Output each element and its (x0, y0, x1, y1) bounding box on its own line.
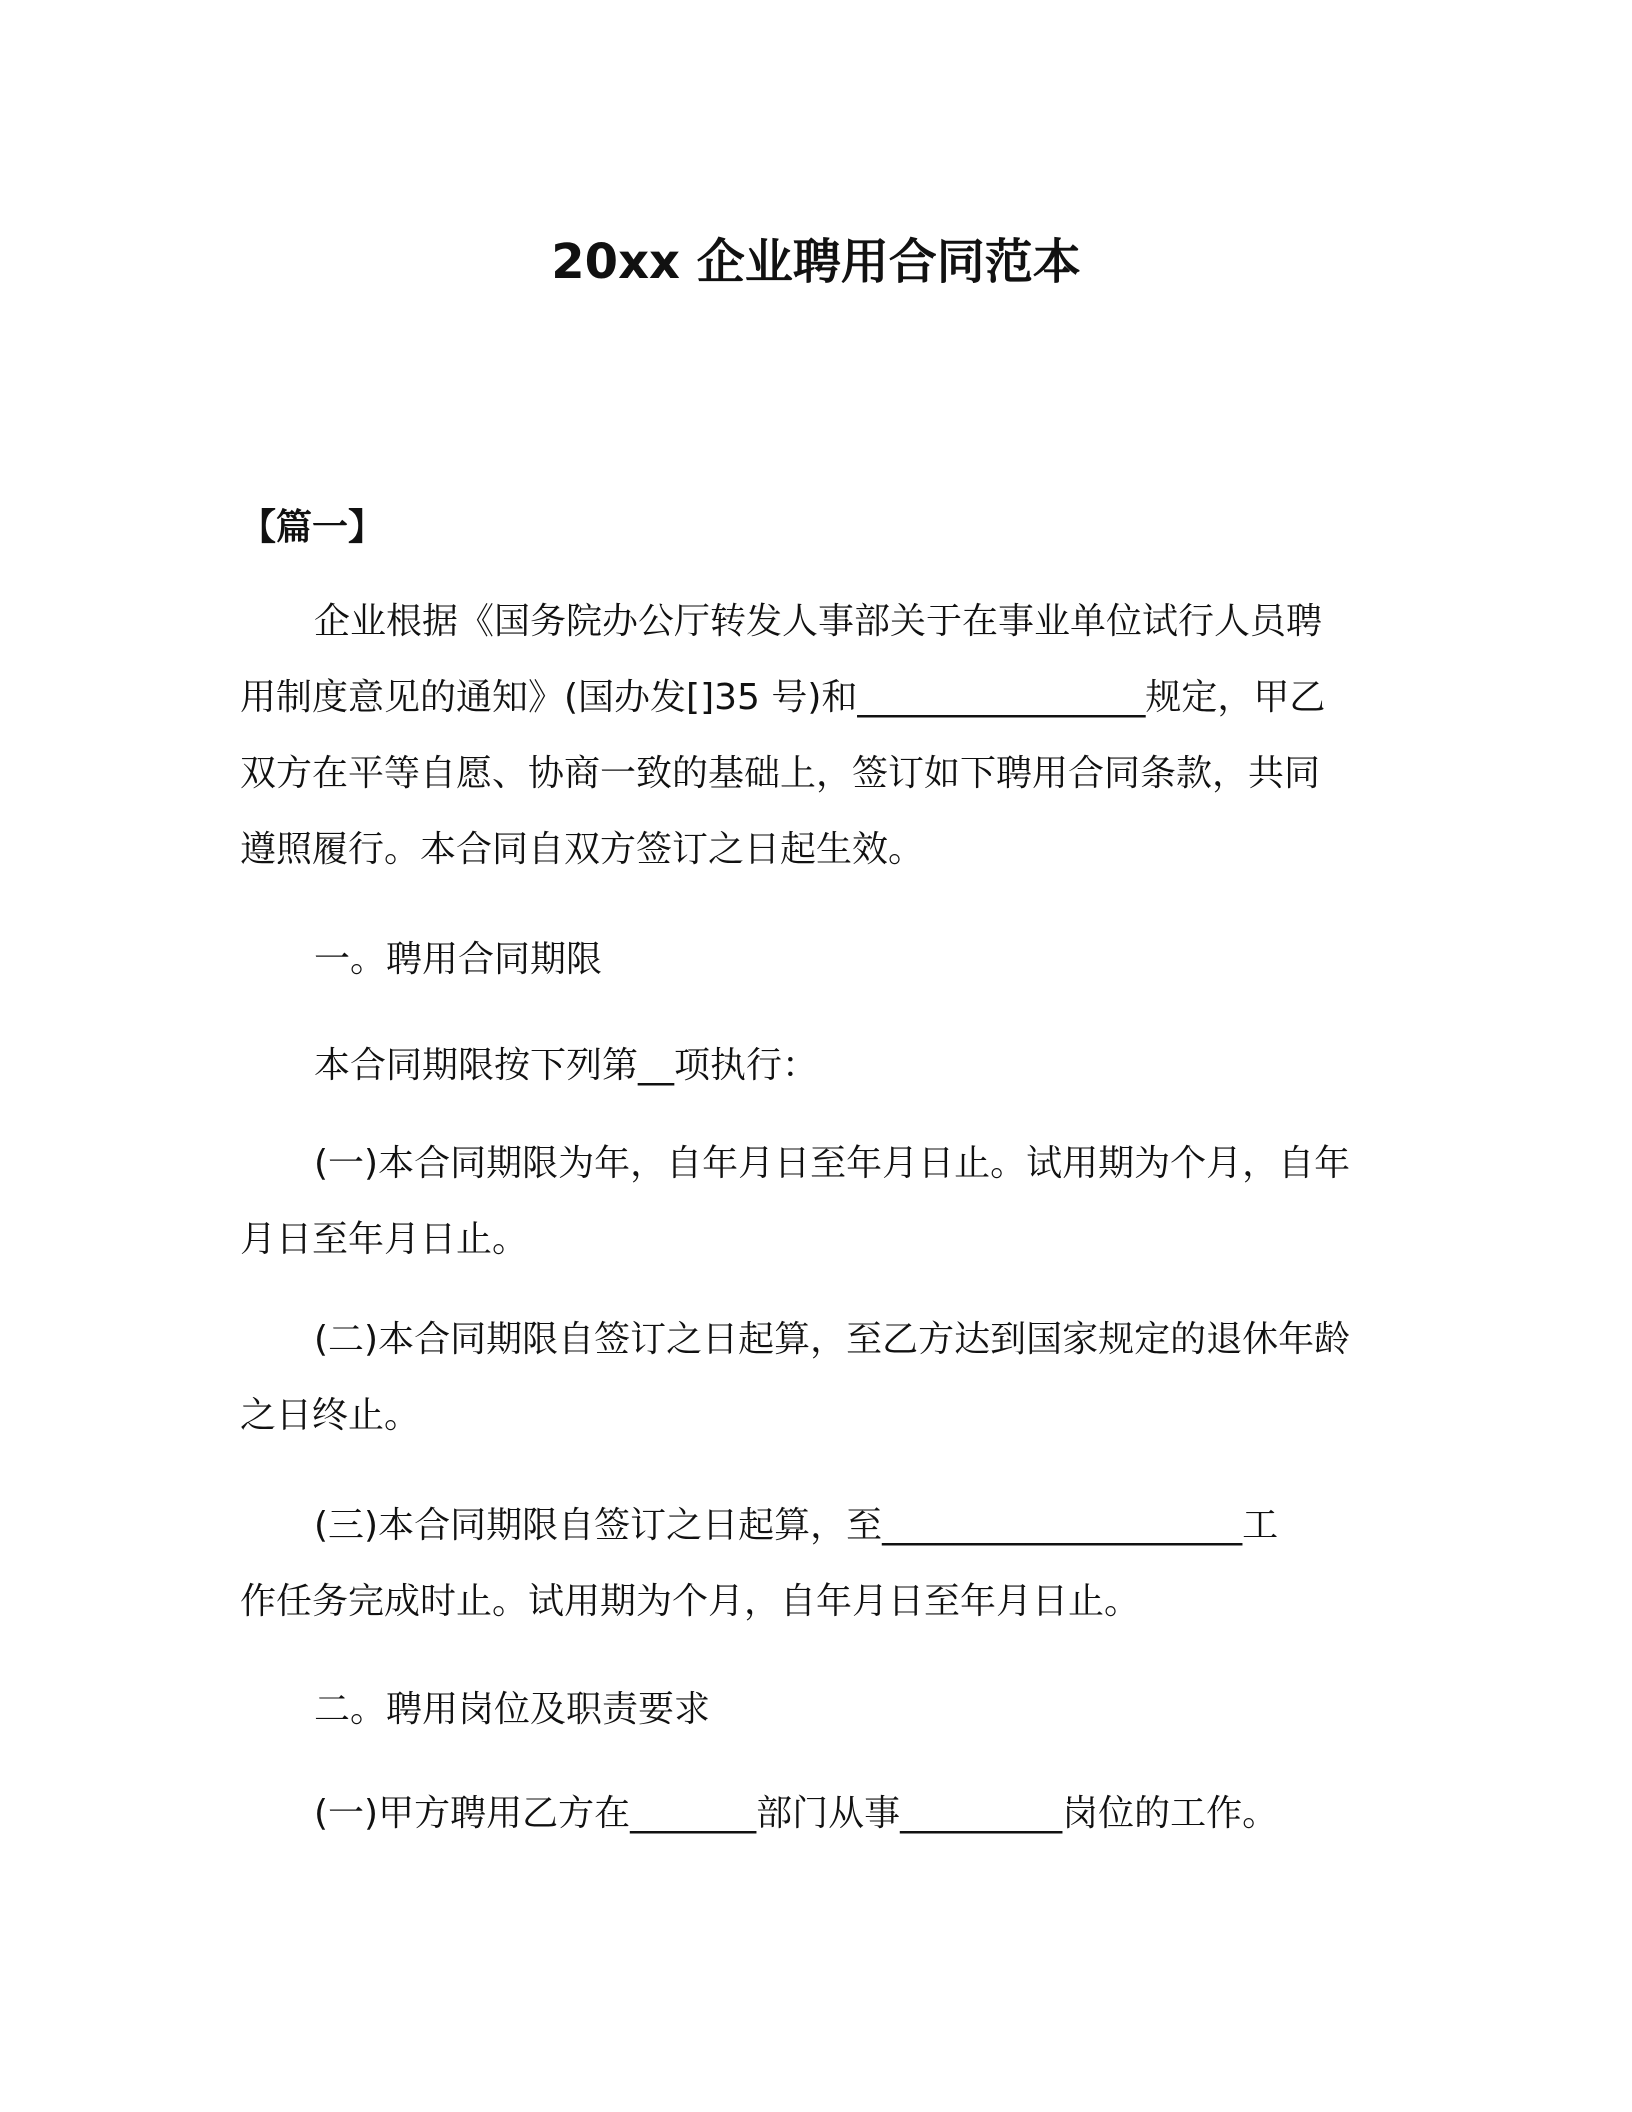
term-option-3-line-1: (三)本合同期限自签订之日起算，至____________________工 (314, 1505, 1279, 1546)
term-option-3-line-2: 作任务完成时止。试用期为个月，自年月日至年月日止。 (240, 1581, 1141, 1622)
term-option-1 (240, 1126, 1400, 1278)
heading-term (240, 922, 1400, 998)
intro-paragraph (240, 584, 1400, 888)
term-option-2-line-1: (二)本合同期限自签订之日起算，至乙方达到国家规定的退休年龄 (314, 1319, 1351, 1360)
heading-duties (240, 1672, 1400, 1748)
duty-item-1-text: (一)甲方聘用乙方在_______部门从事_________岗位的工作。 (314, 1793, 1279, 1834)
heading-duties-text: 二。聘用岗位及职责要求 (314, 1689, 711, 1730)
intro-line-4: 遵照履行。本合同自双方签订之日起生效。 (240, 829, 925, 870)
intro-line-2: 用制度意见的通知》(国办发[]35 号)和________________规定，甲乙 (240, 677, 1326, 718)
term-option-1-line-2: 月日至年月日止。 (240, 1219, 529, 1260)
term-option-2-line-2: 之日终止。 (240, 1395, 421, 1436)
term-instruction-text: 本合同期限按下列第__项执行： (314, 1045, 819, 1086)
term-instruction (240, 1028, 1400, 1104)
term-option-1-line-1: (一)本合同期限为年，自年月日至年月日止。试用期为个月，自年 (314, 1143, 1351, 1184)
term-option-2 (240, 1302, 1400, 1454)
intro-line-1: 企业根据《国务院办公厅转发人事部关于在事业单位试行人员聘 (314, 601, 1323, 642)
intro-line-3: 双方在平等自愿、协商一致的基础上，签订如下聘用合同条款，共同 (240, 753, 1321, 794)
section-label (240, 490, 1400, 566)
term-option-3 (240, 1488, 1400, 1640)
heading-term-text: 一。聘用合同期限 (314, 939, 603, 980)
duty-item-1 (240, 1776, 1400, 1852)
section-label-text: 【篇一】 (240, 507, 385, 548)
document-title: 20xx 企业聘用合同范本 (551, 234, 1081, 290)
